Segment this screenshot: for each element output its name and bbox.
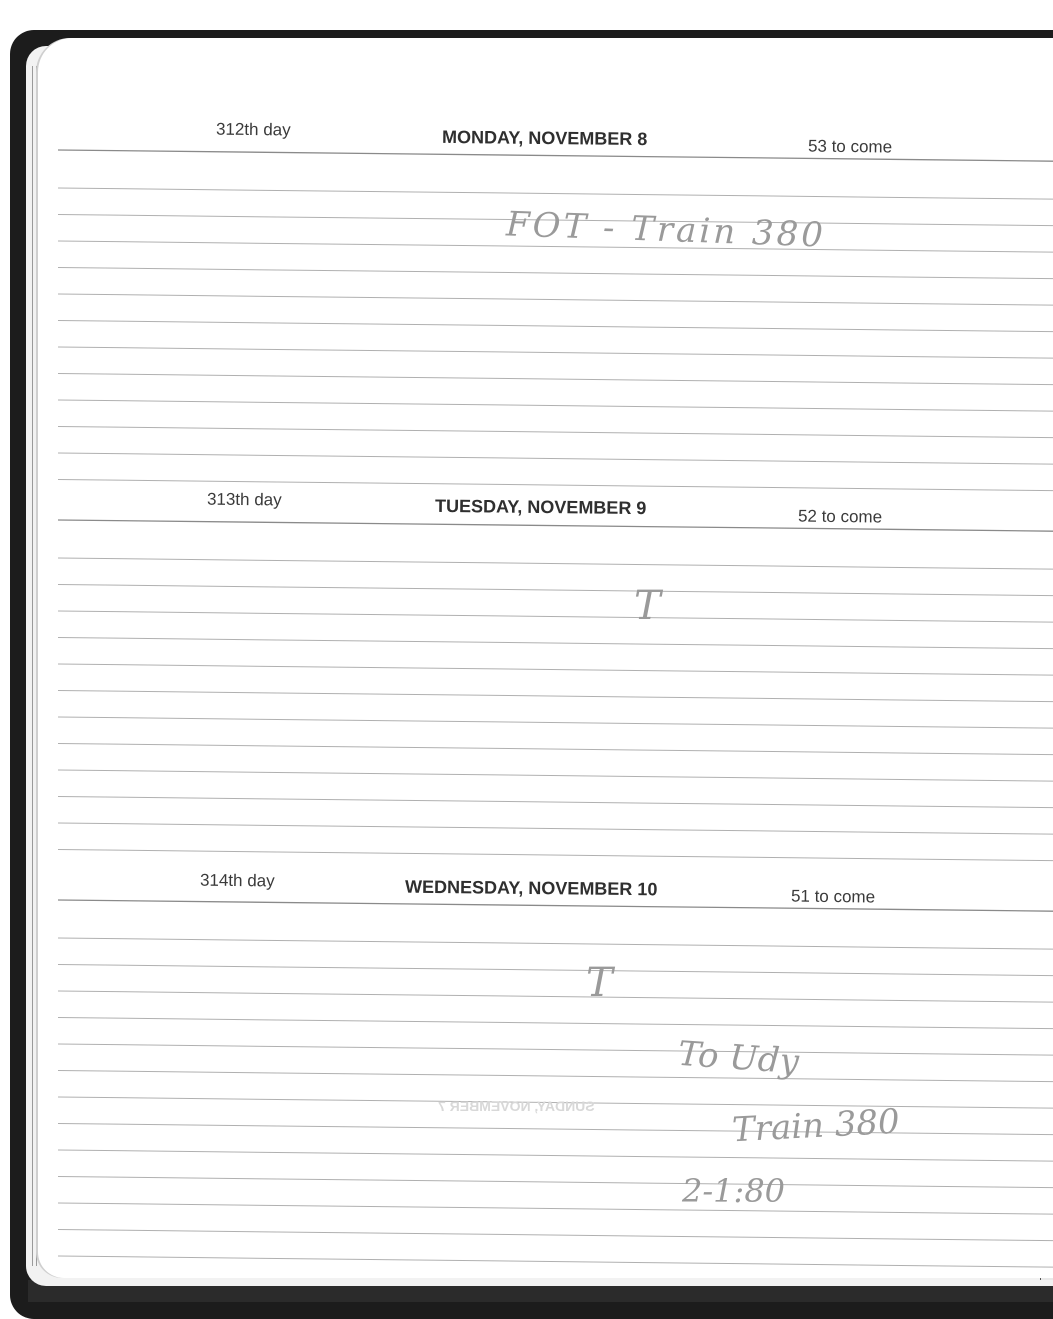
ruled-line <box>58 744 1053 755</box>
ruled-line <box>58 347 1053 358</box>
ruled-line <box>58 691 1053 702</box>
entry-3-handwritten-note-2: To Udy <box>676 1033 801 1083</box>
ruled-line <box>58 1150 1053 1161</box>
ruled-line <box>58 1177 1053 1188</box>
ruled-line <box>58 374 1053 385</box>
ruled-line <box>58 1230 1053 1241</box>
entry-2-day-count: 313th day <box>206 489 282 510</box>
ruled-line <box>58 717 1053 728</box>
ruled-line <box>58 965 1053 976</box>
header-rule <box>58 150 1053 161</box>
ruled-line <box>58 453 1053 464</box>
ruled-line <box>58 770 1053 781</box>
entry-3-handwritten-note-1: T <box>586 960 613 1006</box>
ruled-line <box>58 611 1053 622</box>
ruled-line <box>58 938 1053 949</box>
entry-3-to-come: 51 to come <box>790 886 876 907</box>
ruled-line <box>58 1256 1053 1267</box>
ruled-line <box>58 638 1053 649</box>
entry-1-handwritten-note: FOT - Train 380 <box>505 204 827 256</box>
entry-3-day-count: 314th day <box>199 870 275 891</box>
entry-3-handwritten-note-4: 2-1:80 <box>682 1172 786 1210</box>
entry-1-day-count: 312th day <box>215 119 291 140</box>
ruled-line <box>58 991 1053 1002</box>
ruled-line <box>58 585 1053 596</box>
ruled-line <box>58 294 1053 305</box>
ruled-line <box>58 850 1053 861</box>
header-rule <box>58 900 1053 911</box>
ruled-line <box>58 268 1053 279</box>
ruled-line <box>58 1044 1053 1055</box>
ruled-line <box>58 664 1053 675</box>
entry-1-to-come: 53 to come <box>807 136 893 157</box>
diary-page <box>38 38 1053 1278</box>
ruled-line <box>58 1124 1053 1135</box>
entry-2-handwritten-note: T <box>634 583 661 629</box>
ruled-line <box>58 797 1053 808</box>
entry-2-to-come: 52 to come <box>797 506 883 527</box>
ruled-line <box>58 188 1053 199</box>
ruled-line <box>58 1071 1053 1082</box>
ruled-line <box>58 321 1053 332</box>
ruled-line <box>58 558 1053 569</box>
ruled-line <box>58 427 1053 438</box>
header-rule <box>58 520 1053 531</box>
entry-3-date: WEDNESDAY, NOVEMBER 10 <box>404 876 658 900</box>
bleed-through-text: SUNDAY, NOVEMBER 7 <box>438 1098 595 1114</box>
ruled-line <box>58 1018 1053 1029</box>
entry-2-date: TUESDAY, NOVEMBER 9 <box>434 495 647 519</box>
entry-1-date: MONDAY, NOVEMBER 8 <box>441 126 648 150</box>
ruled-line <box>58 1203 1053 1214</box>
entry-3-handwritten-note-3: Train 380 <box>731 1101 901 1151</box>
ruled-line <box>58 400 1053 411</box>
ruled-line <box>58 823 1053 834</box>
